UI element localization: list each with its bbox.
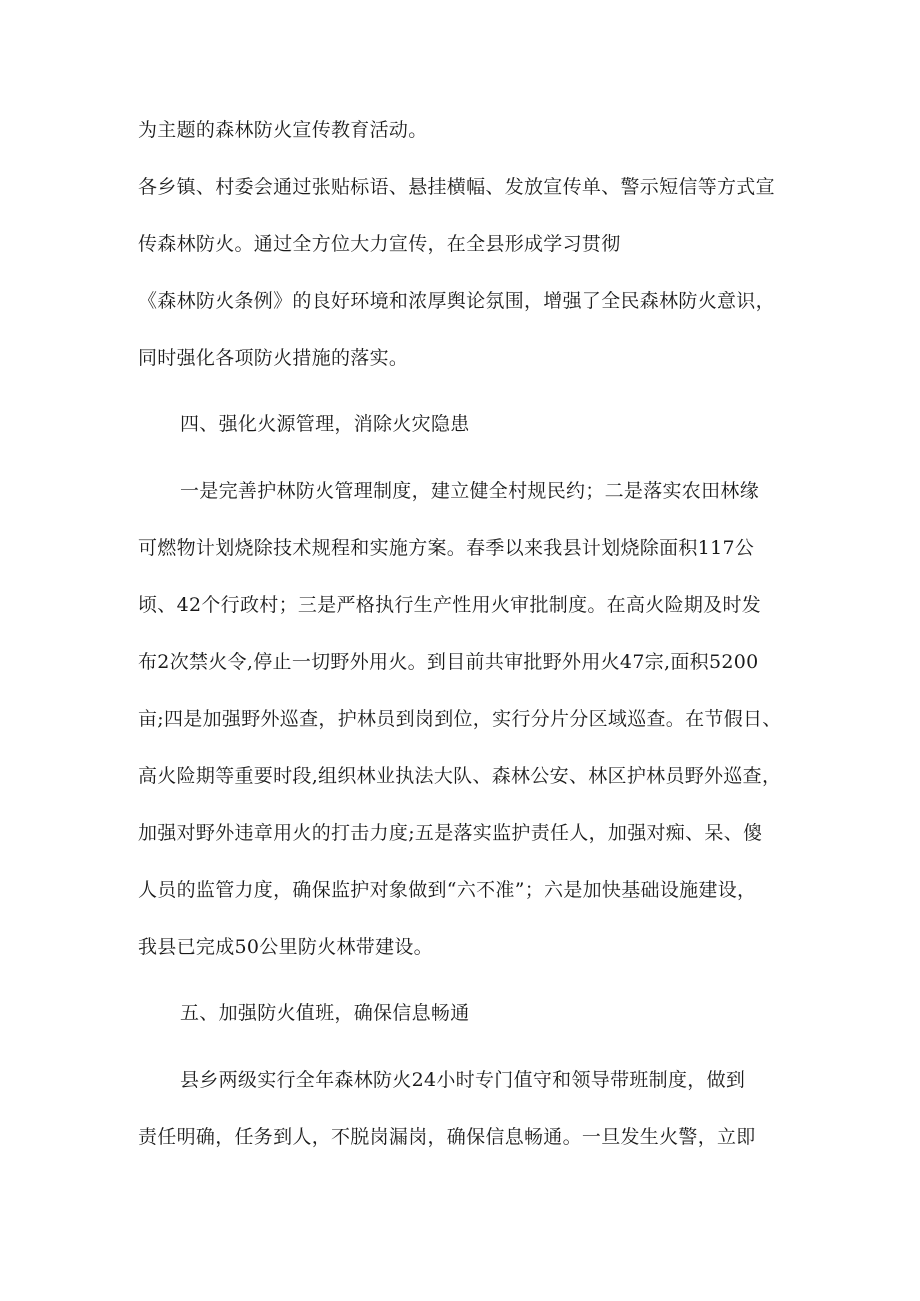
section-heading: 四、强化火源管理，消除火灾隐患: [180, 413, 470, 435]
paragraph-line: 传森林防火。通过全方位大力宣传，在全县形成学习贯彻: [138, 233, 621, 255]
paragraph-line: 加强对野外违章用火的打击力度;五是落实监护责任人，加强对痴、呆、傻: [138, 822, 763, 844]
paragraph-line: 布2次禁火令,停止一切野外用火。到目前共审批野外用火47宗,面积5200: [138, 651, 759, 673]
paragraph-line: 人员的监管力度，确保监护对象做到“六不准”；六是加快基础设施建设，: [138, 879, 757, 901]
paragraph-line: 高火险期等重要时段,组织林业执法大队、森林公安、林区护林员野外巡查，: [138, 765, 782, 787]
paragraph-line: 《森林防火条例》的良好环境和浓厚舆论氛围，增强了全民森林防火意识，: [138, 290, 775, 312]
paragraph-line: 亩;四是加强野外巡查，护林员到岗到位，实行分片分区域巡查。在节假日、: [138, 708, 782, 730]
paragraph-line: 我县已完成50公里防火林带建设。: [138, 936, 433, 958]
paragraph-line: 顷、42个行政村；三是严格执行生产性用火审批制度。在高火险期及时发: [138, 594, 762, 616]
paragraph-line: 各乡镇、村委会通过张贴标语、悬挂横幅、发放宣传单、警示短信等方式宣: [138, 176, 775, 198]
section-heading: 五、加强防火值班，确保信息畅通: [180, 1002, 470, 1024]
paragraph-line: 责任明确，任务到人，不脱岗漏岗，确保信息畅通。一旦发生火警，立即: [138, 1126, 756, 1148]
paragraph-line: 可燃物计划烧除技术规程和实施方案。春季以来我县计划烧除面积117公: [138, 537, 755, 559]
paragraph-line: 一是完善护林防火管理制度，建立健全村规民约；二是落实农田林缘: [180, 480, 760, 502]
paragraph-line: 县乡两级实行全年森林防火24小时专门值守和领导带班制度，做到: [180, 1069, 746, 1091]
paragraph-line: 同时强化各项防火措施的落实。: [138, 347, 409, 369]
paragraph-line: 为主题的森林防火宣传教育活动。: [138, 119, 428, 141]
